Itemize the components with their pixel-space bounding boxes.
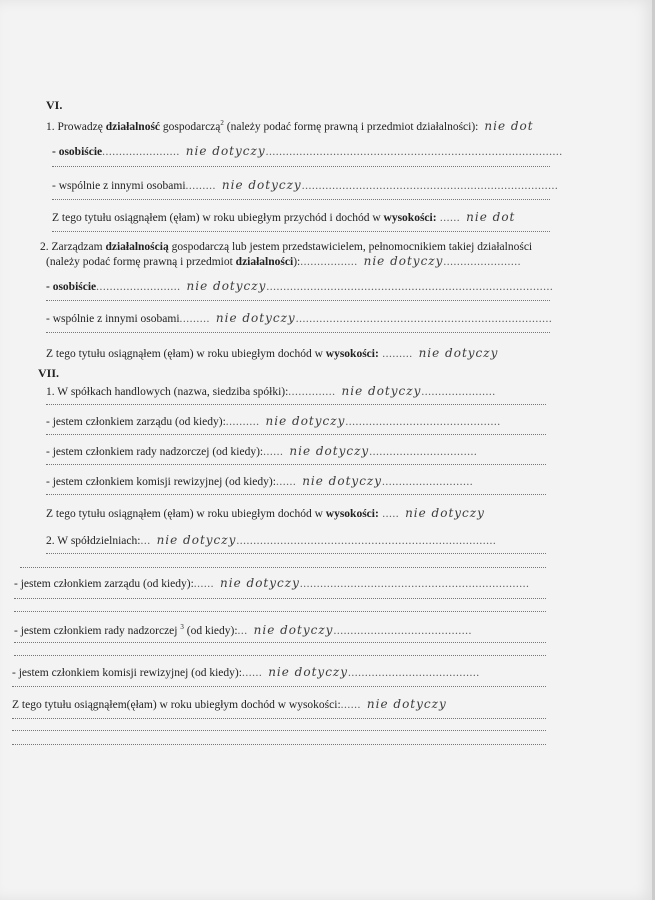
s7-zarzad: - jestem członkiem zarządu (od kiedy):.......... nie dotyczy.............................................. <box>46 414 501 428</box>
s6-item-2b-post: ): <box>293 256 301 268</box>
answer-line <box>46 553 546 554</box>
s7-zarzad-2: - jestem członkiem zarządu (od kiedy):...... nie dotyczy.................................................................... <box>14 576 530 590</box>
s6-item-2b-bold: działalności <box>235 256 294 268</box>
s6-osobiscie-2: - osobiście......................... nie dotyczy..................................................................................... <box>46 279 554 293</box>
s6-income-1-bold: wysokości: <box>383 212 437 224</box>
handwritten-answer: nie dotyczy <box>253 622 334 637</box>
s7-spoldzielnie-label: 2. W spółdzielniach: <box>46 535 141 547</box>
handwritten-answer: nie dotyczy <box>289 444 370 458</box>
handwritten-answer: nie dotyczy <box>268 665 349 679</box>
s7-komisja-2-label: - jestem członkiem komisji rewizyjnej (od kiedy): <box>12 667 242 679</box>
s6-item-1-text: 1. Prowadzę <box>46 120 106 133</box>
handwritten-answer: nie dotyczy <box>221 178 302 192</box>
s7-income-2-text: Z tego tytułu osiągnąłem(ęłam) w roku ubiegłym dochód w wysokości: <box>12 699 341 711</box>
handwritten-answer: nie dot <box>466 210 516 224</box>
handwritten-answer: nie dot <box>484 118 534 133</box>
s7-rada-2-text: - jestem członkiem rady nadzorczej <box>14 624 181 637</box>
answer-line <box>20 567 546 568</box>
s6-item-1-bold: działalność <box>105 120 161 133</box>
s6-wspolnie-2: - wspólnie z innymi osobami......... nie dotyczy............................................................................ <box>46 311 553 325</box>
s7-rada-label: - jestem członkiem rady nadzorczej (od kiedy): <box>46 446 264 458</box>
s7-komisja-label: - jestem członkiem komisji rewizyjnej (od kiedy): <box>46 476 276 488</box>
s7-komisja-2: - jestem członkiem komisji rewizyjnej (od kiedy):...... nie dotyczy....................................... <box>12 665 480 679</box>
s7-rada: - jestem członkiem rady nadzorczej (od kiedy):...... nie dotyczy................................ <box>46 444 478 458</box>
answer-line <box>12 718 546 719</box>
handwritten-answer: nie dotyczy <box>366 697 447 711</box>
answer-line <box>52 199 550 200</box>
s7-zarzad-label: - jestem członkiem zarządu (od kiedy): <box>46 416 226 428</box>
handwritten-answer: nie dotyczy <box>405 506 485 520</box>
handwritten-answer: nie dotyczy <box>341 384 422 398</box>
s6-osobiscie-2-label: - osobiście <box>46 281 97 293</box>
handwritten-answer: nie dotyczy <box>418 346 499 360</box>
handwritten-answer: nie dotyczy <box>215 311 296 325</box>
s6-wspolnie: - wspólnie z innymi osobami......... nie dotyczy............................................................................ <box>52 178 559 192</box>
s6-income-1: Z tego tytułu osiągnąłem (ęłam) w roku ubiegłym przychód i dochód w wysokości: ...... nie dot <box>52 210 516 224</box>
footnote-ref: 3 <box>180 623 184 631</box>
answer-line <box>12 744 546 745</box>
handwritten-answer: nie dotyczy <box>220 576 300 590</box>
answer-line <box>46 332 550 333</box>
s7-zarzad-2-label: - jestem członkiem zarządu (od kiedy): <box>14 578 194 590</box>
handwritten-answer: nie dotyczy <box>363 254 444 268</box>
s6-item-2b: (należy podać formę prawną i przedmiot działalności):................. nie dotyczy....................... <box>46 254 522 268</box>
handwritten-answer: nie dotyczy <box>265 414 346 428</box>
s6-osobiscie-label: - osobiście <box>52 146 103 158</box>
s7-rada-2-post: (od kiedy): <box>183 624 238 637</box>
answer-line <box>14 598 546 599</box>
s7-spolki-label: 1. W spółkach handlowych (nazwa, siedziba spółki): <box>46 386 289 398</box>
s6-item-2-text: 2. Zarządzam <box>40 241 106 253</box>
s6-income-2: Z tego tytułu osiągnąłem (ęłam) w roku ubiegłym dochód w wysokości: ......... nie dotyczy <box>46 346 499 360</box>
s7-income-1-bold: wysokości: <box>325 508 379 520</box>
answer-line <box>12 686 546 687</box>
s6-item-2-bold: działalnością <box>105 241 169 253</box>
s7-income-1: Z tego tytułu osiągnąłem (ęłam) w roku ubiegłym dochód w wysokości: ..... nie dotyczy <box>46 506 485 520</box>
s6-item-1-text2: gospodarczą <box>160 120 221 133</box>
answer-line <box>46 464 546 465</box>
s6-item-1 <box>46 116 534 134</box>
handwritten-answer: nie dotyczy <box>186 279 267 293</box>
footnote-ref: 2 <box>220 119 224 127</box>
answer-line <box>46 300 550 301</box>
answer-line <box>14 655 546 656</box>
answer-line <box>52 166 550 167</box>
s7-komisja: - jestem członkiem komisji rewizyjnej (od kiedy):...... nie dotyczy........................... <box>46 474 474 488</box>
answer-line <box>12 730 546 731</box>
s7-spoldzielnie: 2. W spółdzielniach:... nie dotyczy............................................................................. <box>46 533 497 547</box>
s6-income-1-text: Z tego tytułu osiągnąłem (ęłam) w roku ubiegłym przychód i dochód w <box>52 212 384 224</box>
s7-rada-2: - jestem członkiem rady nadzorczej $^3$ (od kiedy):... nie dotyczy......................................... <box>14 622 472 637</box>
handwritten-answer: nie dotyczy <box>156 533 237 547</box>
s7-income-2: Z tego tytułu osiągnąłem(ęłam) w roku ubiegłym dochód w wysokości:...... nie dotyczy <box>12 697 447 711</box>
s6-item-1-rest: (należy podać formę prawną i przedmiot działalności): <box>223 120 479 133</box>
section-vi-heading: VI. <box>46 98 63 112</box>
s6-item-2b-text: (należy podać formę prawną i przedmiot <box>46 256 236 268</box>
s6-item-2-rest: gospodarczą lub jestem przedstawicielem, pełnomocnikiem takiej działalności <box>168 241 533 253</box>
s6-income-2-text: Z tego tytułu osiągnąłem (ęłam) w roku ubiegłym dochód w <box>46 348 326 360</box>
s6-wspolnie-label: - wspólnie z innymi osobami <box>52 180 186 192</box>
s6-income-2-bold: wysokości: <box>325 348 379 360</box>
answer-line <box>46 494 546 495</box>
answer-line <box>14 642 546 643</box>
s7-income-1-text: Z tego tytułu osiągnąłem (ęłam) w roku ubiegłym dochód w <box>46 508 326 520</box>
handwritten-answer: nie dotyczy <box>185 144 266 158</box>
s6-item-2 <box>40 240 532 254</box>
s6-wspolnie-2-label: - wspólnie z innymi osobami <box>46 313 180 325</box>
answer-line <box>46 404 546 405</box>
s7-spolki: 1. W spółkach handlowych (nazwa, siedziba spółki):.............. nie dotyczy...................... <box>46 384 496 398</box>
s6-osobiscie: - osobiście....................... nie dotyczy........................................................................................ <box>52 144 563 158</box>
answer-line <box>14 611 546 612</box>
section-vii-heading: VII. <box>38 366 60 380</box>
answer-line <box>46 434 546 435</box>
handwritten-answer: nie dotyczy <box>302 474 383 488</box>
answer-line <box>52 231 550 232</box>
